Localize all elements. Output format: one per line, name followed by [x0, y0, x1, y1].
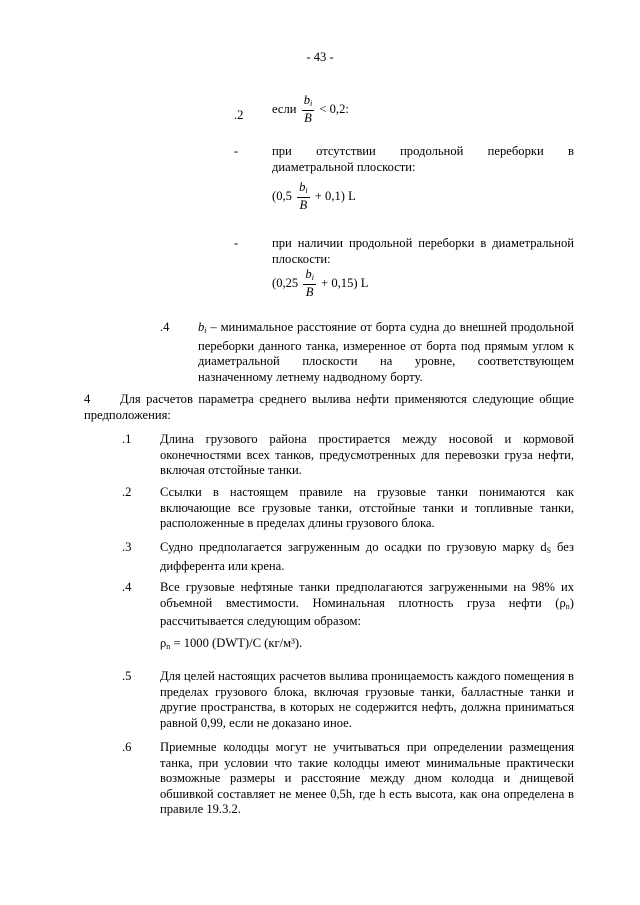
condition-suffix: < 0,2:	[319, 101, 349, 116]
fraction-bi-over-b: $\frac{b_i}{B}$	[303, 93, 313, 125]
fraction-bi-over-b: $\frac{b_i}{B}$	[305, 267, 314, 299]
page-number: - 43 -	[306, 50, 334, 64]
frac-numerator: b	[303, 93, 310, 107]
section-text: Для расчетов параметра среднего вылива нефти применяются следующие общие предположения:	[84, 392, 574, 422]
item-text: Все грузовые нефтяные танки предполагаются загруженными на 98% их объемной вместимости. Номинальная плотность груза нефти $(\rho_n)$ рассчитывается следующим образом:	[160, 580, 574, 628]
item-number: .6	[122, 740, 132, 754]
item-number: .5	[122, 669, 132, 683]
bullet-text: при наличии продольной переборки в диаметральной плоскости:	[272, 236, 574, 266]
item-text: Судно предполагается загруженным до осадки по грузовую марку $d_S$ без дифферента или крена.	[160, 540, 575, 573]
frac-denominator: B	[304, 111, 312, 125]
item-number: .2	[122, 485, 132, 499]
bi-definition: $b_i$ – минимальное расстояние от борта судна до внешней продольной переборки данного танка, измеренное от борта под прямым углом к диаметральной плоскости на уровне, соответствующем назначенному летнему надводному борту.	[198, 320, 574, 384]
bullet-marker: -	[234, 236, 239, 250]
section-number: 4	[84, 392, 91, 406]
formula-with-bulkhead: (0,25 $\frac{b_i}{B}$ + 0,15) L	[272, 267, 369, 299]
bullet-marker: -	[234, 144, 239, 158]
fraction-bi-over-b: $\frac{b_i}{B}$	[299, 180, 308, 212]
density-formula: $\rho_n = 1000$ (DWT)/C (кг/м³).	[160, 636, 303, 651]
condition-prefix: если	[272, 101, 297, 116]
formula-without-bulkhead: (0,5 $\frac{b_i}{B}$ + 0,1) L	[272, 180, 356, 212]
item-number: .1	[122, 432, 132, 446]
item-text: Ссылки в настоящем правиле на грузовые танки понимаются как включающие все грузовые танки, отстойные танки и топливные танки, расположенные в пределах длины грузового блока.	[160, 485, 574, 530]
item-text: Для целей настоящих расчетов вылива проницаемость каждого помещения в пределах грузового блока, включая грузовые танки, балластные танки и другие пространства, в которых не содержится нефть, должна приниматься равной 0,99, если не доказано иное.	[160, 669, 574, 730]
item-number: .3	[122, 540, 132, 554]
item-text: Длина грузового района простирается между носовой и кормовой оконечностями всех танков, предусмотренных для перевозки груза нефти, включая отстойные танки.	[160, 432, 574, 477]
item-number: .4	[122, 580, 132, 594]
subitem-number: .4	[160, 320, 170, 334]
condition-line	[272, 94, 349, 125]
bullet-text: при отсутствии продольной переборки в диаметральной плоскости:	[272, 144, 574, 174]
subitem-number: .2	[234, 108, 244, 122]
item-text: Приемные колодцы могут не учитываться при определении размещения танка, при условии что такие колодцы имеют минимальные практически возможные размеры и расстояние между дном колодца и днищевой обшивкой составляет не менее 0,5h, где h есть высота, как она определена в правиле 19.3.2.	[160, 740, 574, 816]
